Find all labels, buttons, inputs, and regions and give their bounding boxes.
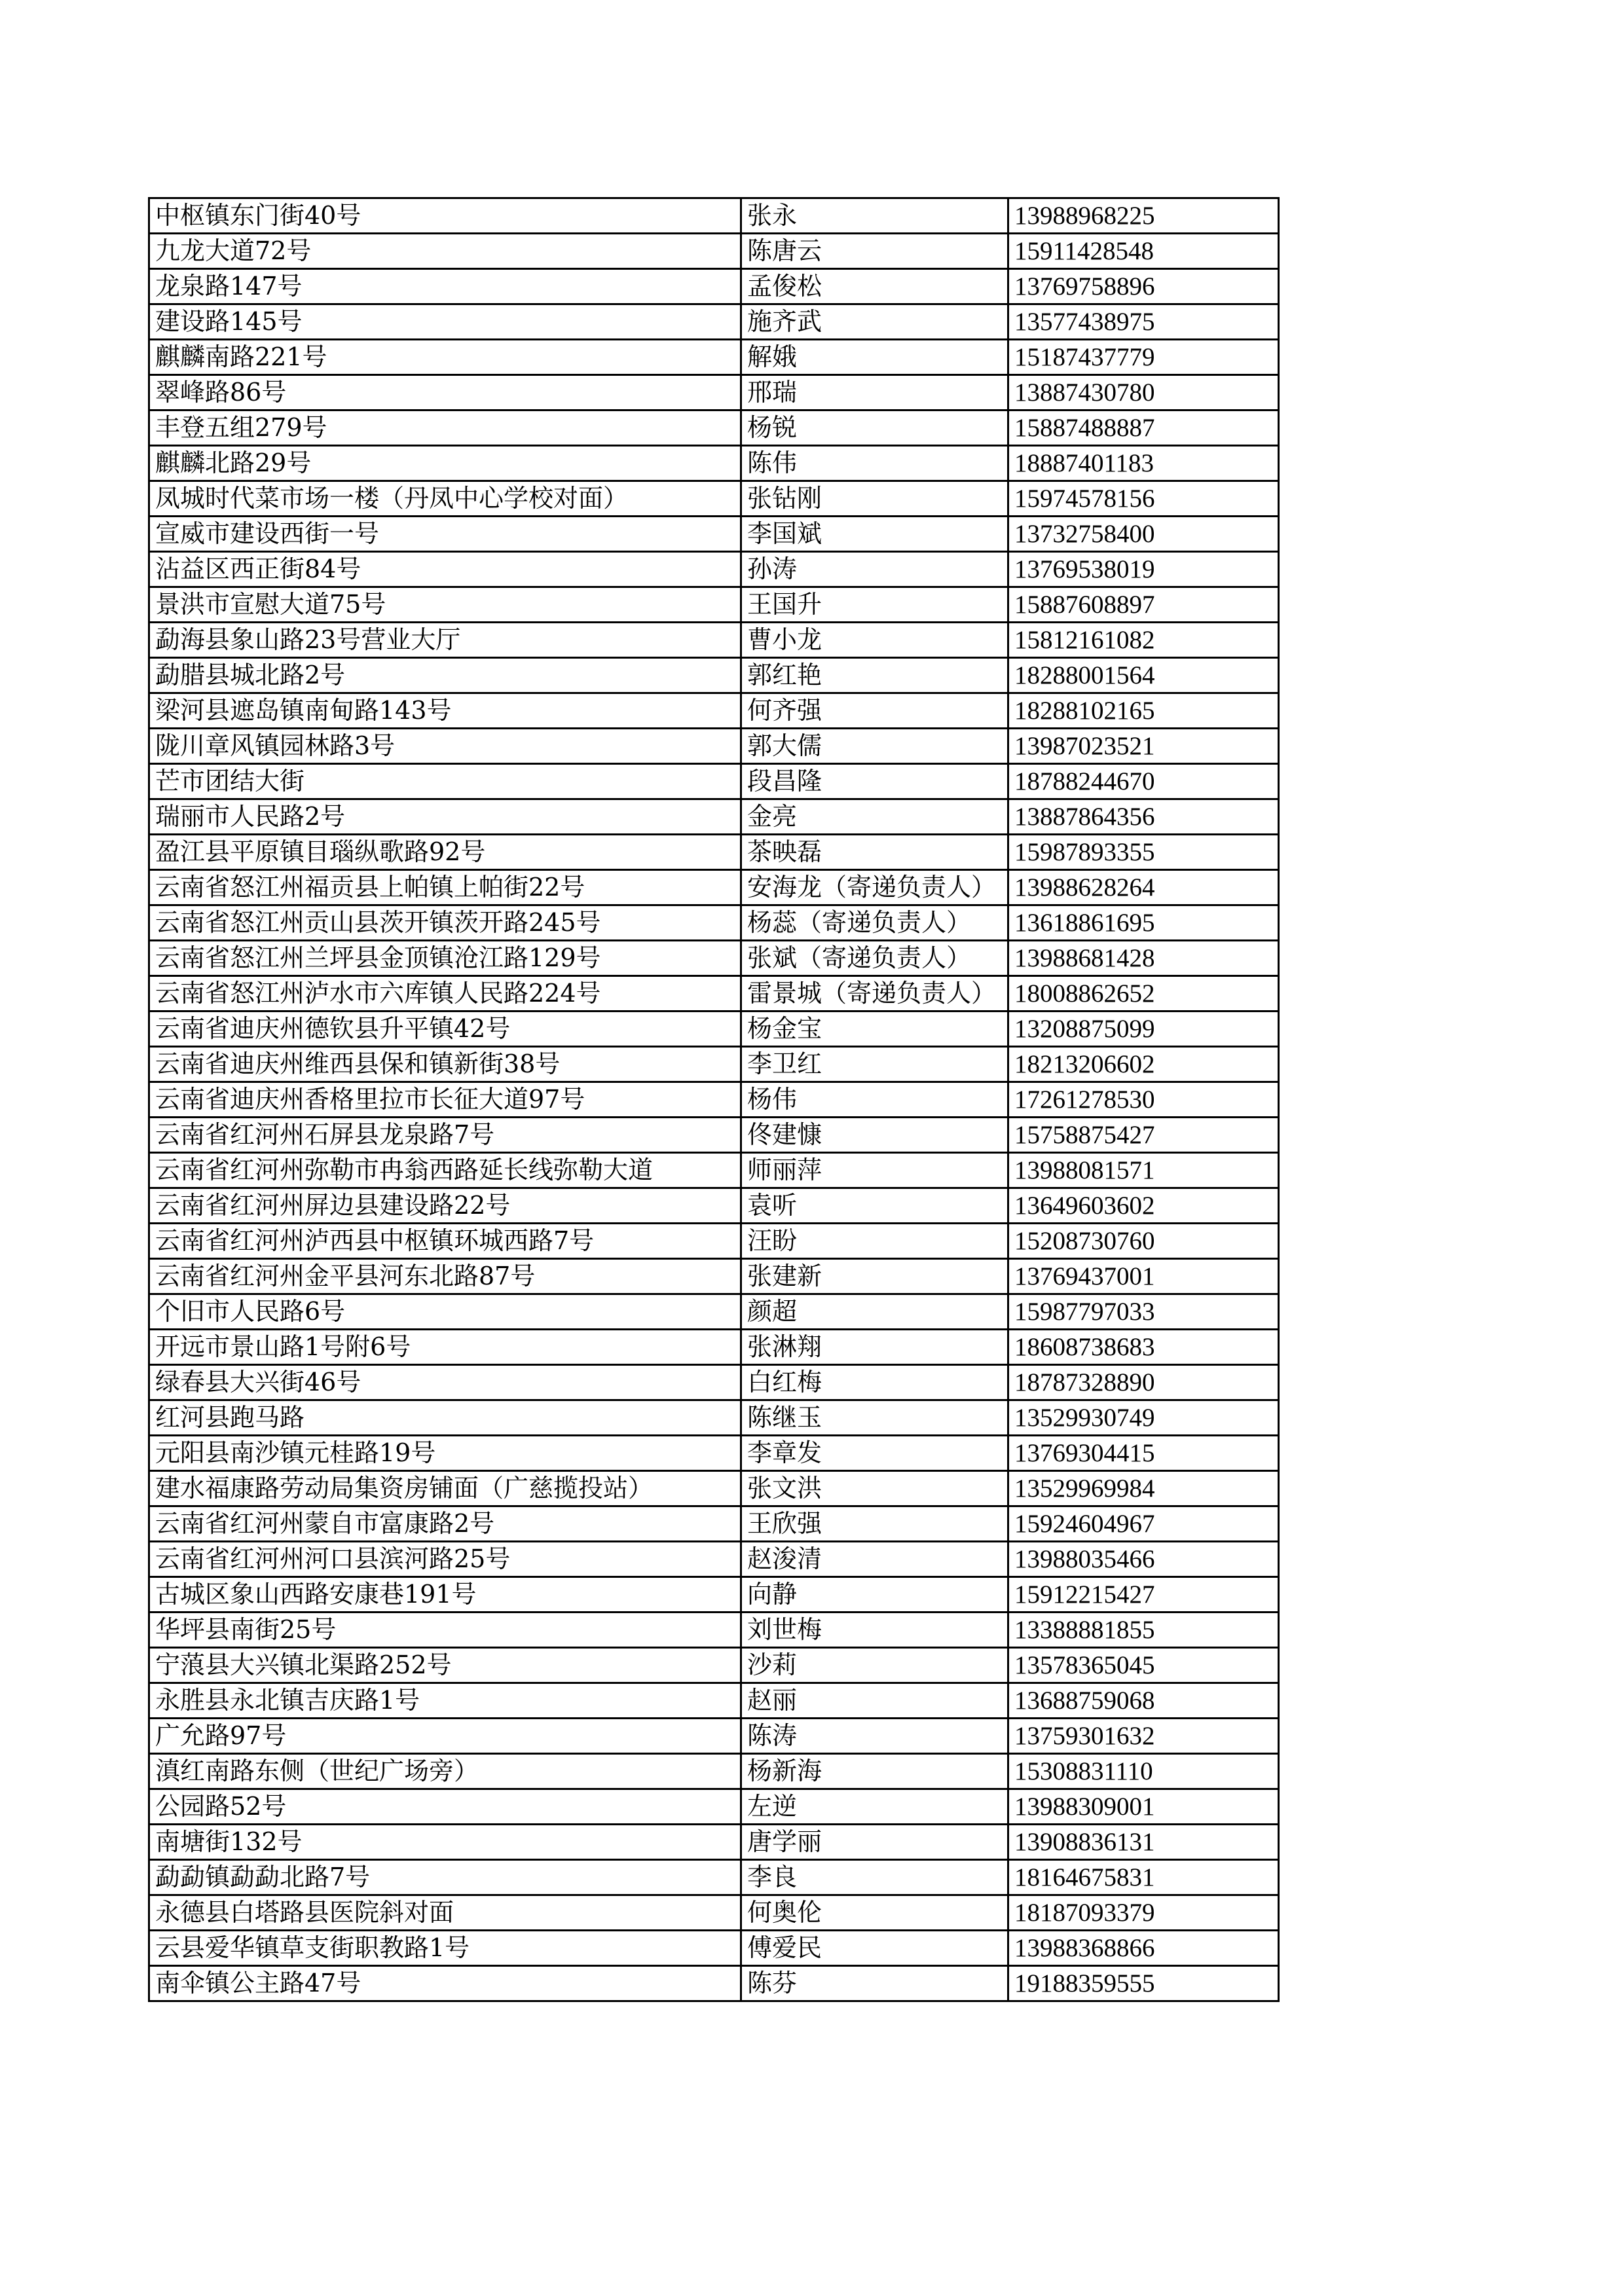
address-cell: 云南省红河州屏边县建设路22号: [149, 1188, 741, 1224]
phone-cell: 13529930749: [1008, 1400, 1279, 1436]
contact-name-cell: 张文洪: [741, 1471, 1008, 1506]
contact-name-cell: 师丽萍: [741, 1153, 1008, 1188]
table-row: [149, 1613, 1279, 1648]
phone-cell: 13988309001: [1008, 1789, 1279, 1825]
contact-name-cell: 李国斌: [741, 517, 1008, 552]
table-row: [149, 658, 1279, 693]
phone-cell: 18608738683: [1008, 1330, 1279, 1365]
address-cell: 南塘街132号: [149, 1825, 741, 1860]
address-cell: 中枢镇东门街40号: [149, 198, 741, 234]
contact-name-cell: 孟俊松: [741, 269, 1008, 304]
phone-cell: 15911428548: [1008, 234, 1279, 269]
contact-name-cell: 沙莉: [741, 1648, 1008, 1683]
phone-cell: 13732758400: [1008, 517, 1279, 552]
contact-name-cell: 张斌（寄递负责人）: [741, 941, 1008, 976]
table-row: [149, 587, 1279, 623]
table-row: [149, 1471, 1279, 1506]
contact-name-cell: 赵浚清: [741, 1542, 1008, 1577]
contact-name-cell: 李卫红: [741, 1047, 1008, 1082]
table-row: [149, 446, 1279, 481]
address-cell: 云南省红河州河口县滨河路25号: [149, 1542, 741, 1577]
address-cell: 云南省怒江州贡山县茨开镇茨开路245号: [149, 905, 741, 941]
table-row: [149, 1683, 1279, 1719]
contact-name-cell: 杨伟: [741, 1082, 1008, 1118]
contact-name-cell: 王欣强: [741, 1506, 1008, 1542]
phone-cell: 15758875427: [1008, 1118, 1279, 1153]
contact-table-body: [149, 198, 1279, 2001]
phone-cell: 13988628264: [1008, 870, 1279, 905]
address-cell: 永胜县永北镇吉庆路1号: [149, 1683, 741, 1719]
contact-name-cell: 陈芬: [741, 1966, 1008, 2001]
contact-name-cell: 李章发: [741, 1436, 1008, 1471]
table-row: [149, 1966, 1279, 2001]
phone-cell: 13769304415: [1008, 1436, 1279, 1471]
contact-name-cell: 何齐强: [741, 693, 1008, 729]
table-row: [149, 304, 1279, 340]
address-cell: 云南省红河州弥勒市冉翁西路延长线弥勒大道: [149, 1153, 741, 1188]
table-row: [149, 941, 1279, 976]
phone-cell: 15912215427: [1008, 1577, 1279, 1613]
phone-cell: 15187437779: [1008, 340, 1279, 375]
address-cell: 麒麟南路221号: [149, 340, 741, 375]
address-cell: 陇川章风镇园林路3号: [149, 729, 741, 764]
phone-cell: 18164675831: [1008, 1860, 1279, 1895]
contact-name-cell: 左逆: [741, 1789, 1008, 1825]
phone-cell: 13988368866: [1008, 1931, 1279, 1966]
address-cell: 建设路145号: [149, 304, 741, 340]
phone-cell: 13578365045: [1008, 1648, 1279, 1683]
phone-cell: 13618861695: [1008, 905, 1279, 941]
address-cell: 云南省红河州石屏县龙泉路7号: [149, 1118, 741, 1153]
address-cell: 勐勐镇勐勐北路7号: [149, 1860, 741, 1895]
phone-cell: 18788244670: [1008, 764, 1279, 799]
phone-cell: 13529969984: [1008, 1471, 1279, 1506]
address-cell: 元阳县南沙镇元桂路19号: [149, 1436, 741, 1471]
table-row: [149, 1789, 1279, 1825]
contact-name-cell: 何奥伦: [741, 1895, 1008, 1931]
phone-cell: 18008862652: [1008, 976, 1279, 1011]
contact-name-cell: 曹小龙: [741, 623, 1008, 658]
contact-name-cell: 雷景城（寄递负责人）: [741, 976, 1008, 1011]
address-cell: 芒市团结大街: [149, 764, 741, 799]
address-cell: 云南省迪庆州香格里拉市长征大道97号: [149, 1082, 741, 1118]
contact-name-cell: 刘世梅: [741, 1613, 1008, 1648]
phone-cell: 15987893355: [1008, 835, 1279, 870]
phone-cell: 15887608897: [1008, 587, 1279, 623]
address-cell: 建水福康路劳动局集资房铺面（广慈揽投站）: [149, 1471, 741, 1506]
contact-name-cell: 邢瑞: [741, 375, 1008, 410]
table-row: [149, 1825, 1279, 1860]
contact-name-cell: 郭大儒: [741, 729, 1008, 764]
table-row: [149, 693, 1279, 729]
table-row: [149, 1330, 1279, 1365]
phone-cell: 13769538019: [1008, 552, 1279, 587]
contact-name-cell: 颜超: [741, 1294, 1008, 1330]
phone-cell: 17261278530: [1008, 1082, 1279, 1118]
address-cell: 景洪市宣慰大道75号: [149, 587, 741, 623]
table-row: [149, 1294, 1279, 1330]
address-cell: 梁河县遮岛镇南甸路143号: [149, 693, 741, 729]
table-row: [149, 1011, 1279, 1047]
contact-name-cell: 张建新: [741, 1259, 1008, 1294]
phone-cell: 13988035466: [1008, 1542, 1279, 1577]
table-row: [149, 1436, 1279, 1471]
phone-cell: 13649603602: [1008, 1188, 1279, 1224]
address-cell: 沾益区西正街84号: [149, 552, 741, 587]
address-cell: 云南省迪庆州德钦县升平镇42号: [149, 1011, 741, 1047]
contact-name-cell: 唐学丽: [741, 1825, 1008, 1860]
address-cell: 南伞镇公主路47号: [149, 1966, 741, 2001]
contact-name-cell: 杨新海: [741, 1754, 1008, 1789]
phone-cell: 15308831110: [1008, 1754, 1279, 1789]
phone-cell: 13887430780: [1008, 375, 1279, 410]
address-cell: 滇红南路东侧（世纪广场旁）: [149, 1754, 741, 1789]
table-row: [149, 375, 1279, 410]
table-row: [149, 623, 1279, 658]
table-row: [149, 1895, 1279, 1931]
table-row: [149, 552, 1279, 587]
table-row: [149, 1082, 1279, 1118]
table-row: [149, 481, 1279, 517]
contact-name-cell: 王国升: [741, 587, 1008, 623]
address-cell: 云南省红河州蒙自市富康路2号: [149, 1506, 741, 1542]
address-cell: 绿春县大兴街46号: [149, 1365, 741, 1400]
address-cell: 龙泉路147号: [149, 269, 741, 304]
contact-name-cell: 段昌隆: [741, 764, 1008, 799]
table-row: [149, 1754, 1279, 1789]
phone-cell: 18887401183: [1008, 446, 1279, 481]
phone-cell: 13988081571: [1008, 1153, 1279, 1188]
table-row: [149, 340, 1279, 375]
phone-cell: 18288102165: [1008, 693, 1279, 729]
address-cell: 开远市景山路1号附6号: [149, 1330, 741, 1365]
phone-cell: 15974578156: [1008, 481, 1279, 517]
table-row: [149, 1506, 1279, 1542]
address-cell: 勐海县象山路23号营业大厅: [149, 623, 741, 658]
table-row: [149, 410, 1279, 446]
contact-name-cell: 陈继玉: [741, 1400, 1008, 1436]
phone-cell: 18213206602: [1008, 1047, 1279, 1082]
phone-cell: 15208730760: [1008, 1224, 1279, 1259]
address-cell: 云县爱华镇草支街职教路1号: [149, 1931, 741, 1966]
table-row: [149, 1400, 1279, 1436]
phone-cell: 13208875099: [1008, 1011, 1279, 1047]
table-row: [149, 1860, 1279, 1895]
table-row: [149, 835, 1279, 870]
address-cell: 瑞丽市人民路2号: [149, 799, 741, 835]
contact-name-cell: 汪盼: [741, 1224, 1008, 1259]
address-cell: 云南省迪庆州维西县保和镇新街38号: [149, 1047, 741, 1082]
address-cell: 九龙大道72号: [149, 234, 741, 269]
contact-name-cell: 陈唐云: [741, 234, 1008, 269]
address-cell: 宁蒗县大兴镇北渠路252号: [149, 1648, 741, 1683]
address-cell: 翠峰路86号: [149, 375, 741, 410]
phone-cell: 13769758896: [1008, 269, 1279, 304]
phone-cell: 15887488887: [1008, 410, 1279, 446]
table-row: [149, 799, 1279, 835]
phone-cell: 13577438975: [1008, 304, 1279, 340]
contact-name-cell: 陈涛: [741, 1719, 1008, 1754]
table-row: [149, 905, 1279, 941]
contact-name-cell: 杨金宝: [741, 1011, 1008, 1047]
address-cell: 云南省红河州金平县河东北路87号: [149, 1259, 741, 1294]
contact-table: [148, 197, 1280, 2002]
contact-name-cell: 郭红艳: [741, 658, 1008, 693]
contact-name-cell: 金亮: [741, 799, 1008, 835]
address-cell: 公园路52号: [149, 1789, 741, 1825]
phone-cell: 13987023521: [1008, 729, 1279, 764]
phone-cell: 13988968225: [1008, 198, 1279, 234]
phone-cell: 13769437001: [1008, 1259, 1279, 1294]
address-cell: 宣威市建设西街一号: [149, 517, 741, 552]
phone-cell: 15812161082: [1008, 623, 1279, 658]
table-row: [149, 198, 1279, 234]
address-cell: 云南省怒江州福贡县上帕镇上帕街22号: [149, 870, 741, 905]
phone-cell: 13908836131: [1008, 1825, 1279, 1860]
contact-name-cell: 张淋翔: [741, 1330, 1008, 1365]
table-row: [149, 870, 1279, 905]
contact-name-cell: 杨蕊（寄递负责人）: [741, 905, 1008, 941]
contact-name-cell: 孙涛: [741, 552, 1008, 587]
table-row: [149, 1259, 1279, 1294]
contact-name-cell: 陈伟: [741, 446, 1008, 481]
phone-cell: 13688759068: [1008, 1683, 1279, 1719]
contact-name-cell: 解娥: [741, 340, 1008, 375]
phone-cell: 13887864356: [1008, 799, 1279, 835]
address-cell: 麒麟北路29号: [149, 446, 741, 481]
phone-cell: 19188359555: [1008, 1966, 1279, 2001]
contact-name-cell: 安海龙（寄递负责人）: [741, 870, 1008, 905]
address-cell: 盈江县平原镇目瑙纵歌路92号: [149, 835, 741, 870]
table-row: [149, 729, 1279, 764]
table-row: [149, 1188, 1279, 1224]
address-cell: 华坪县南街25号: [149, 1613, 741, 1648]
address-cell: 永德县白塔路县医院斜对面: [149, 1895, 741, 1931]
contact-name-cell: 茶映磊: [741, 835, 1008, 870]
address-cell: 红河县跑马路: [149, 1400, 741, 1436]
table-row: [149, 1365, 1279, 1400]
phone-cell: 18288001564: [1008, 658, 1279, 693]
phone-cell: 18787328890: [1008, 1365, 1279, 1400]
phone-cell: 13388881855: [1008, 1613, 1279, 1648]
contact-name-cell: 白红梅: [741, 1365, 1008, 1400]
address-cell: 古城区象山西路安康巷191号: [149, 1577, 741, 1613]
contact-name-cell: 佟建慷: [741, 1118, 1008, 1153]
contact-name-cell: 傅爱民: [741, 1931, 1008, 1966]
address-cell: 云南省怒江州兰坪县金顶镇沧江路129号: [149, 941, 741, 976]
phone-cell: 13759301632: [1008, 1719, 1279, 1754]
table-row: [149, 234, 1279, 269]
table-row: [149, 1118, 1279, 1153]
table-row: [149, 269, 1279, 304]
phone-cell: 13988681428: [1008, 941, 1279, 976]
contact-name-cell: 张钻刚: [741, 481, 1008, 517]
table-row: [149, 517, 1279, 552]
address-cell: 凤城时代菜市场一楼（丹凤中心学校对面）: [149, 481, 741, 517]
address-cell: 勐腊县城北路2号: [149, 658, 741, 693]
address-cell: 丰登五组279号: [149, 410, 741, 446]
table-row: [149, 1719, 1279, 1754]
table-row: [149, 1648, 1279, 1683]
table-row: [149, 1542, 1279, 1577]
table-row: [149, 976, 1279, 1011]
address-cell: 云南省红河州泸西县中枢镇环城西路7号: [149, 1224, 741, 1259]
table-row: [149, 1153, 1279, 1188]
phone-cell: 15924604967: [1008, 1506, 1279, 1542]
table-row: [149, 1577, 1279, 1613]
phone-cell: 18187093379: [1008, 1895, 1279, 1931]
phone-cell: 15987797033: [1008, 1294, 1279, 1330]
contact-name-cell: 赵丽: [741, 1683, 1008, 1719]
table-row: [149, 1224, 1279, 1259]
contact-name-cell: 张永: [741, 198, 1008, 234]
table-row: [149, 764, 1279, 799]
address-cell: 个旧市人民路6号: [149, 1294, 741, 1330]
address-cell: 广允路97号: [149, 1719, 741, 1754]
contact-name-cell: 施齐武: [741, 304, 1008, 340]
address-cell: 云南省怒江州泸水市六库镇人民路224号: [149, 976, 741, 1011]
contact-name-cell: 袁听: [741, 1188, 1008, 1224]
contact-name-cell: 向静: [741, 1577, 1008, 1613]
contact-name-cell: 李良: [741, 1860, 1008, 1895]
contact-name-cell: 杨锐: [741, 410, 1008, 446]
table-row: [149, 1047, 1279, 1082]
table-row: [149, 1931, 1279, 1966]
